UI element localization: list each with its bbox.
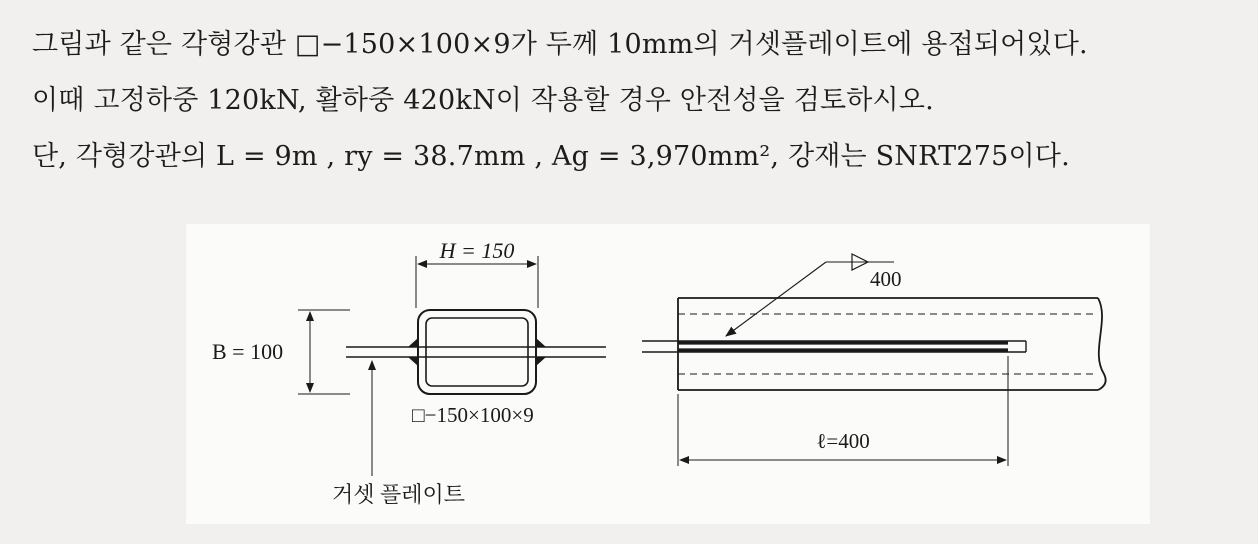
tube-outer: [418, 310, 536, 394]
gusset-label: 거셋 플레이트: [332, 482, 466, 507]
weld-left-bottom: [408, 357, 418, 366]
weld-left-top: [408, 338, 418, 347]
weld-leader: [726, 262, 826, 336]
weld-right-top: [536, 338, 546, 347]
tube-break-line: [1098, 298, 1106, 390]
connection-figure: [186, 224, 1150, 524]
weld-symbol-value: 400: [870, 267, 902, 291]
problem-line-1: 그림과 같은 각형강관 □−150×100×9가 두께 10mm의 거셋플레이트에 용접되어있다.: [32, 29, 1088, 60]
problem-line-2: 이때 고정하중 120kN, 활하중 420kN이 작용할 경우 안전성을 검토하시오.: [32, 85, 934, 116]
section-label: □−150×100×9: [412, 403, 534, 427]
dim-h-label: H = 150: [439, 238, 515, 263]
section-view: [298, 256, 606, 476]
problem-line-3: 단, 각형강관의 L = 9m , ry = 38.7mm , Ag = 3,970mm², 강재는 SNRT275이다.: [32, 141, 1070, 172]
weld-right-bottom: [536, 357, 546, 366]
tube-inner: [426, 318, 528, 386]
dim-l-label: ℓ=400: [816, 429, 870, 453]
figure-panel: [186, 224, 1150, 524]
dim-b-label: B = 100: [212, 339, 284, 364]
